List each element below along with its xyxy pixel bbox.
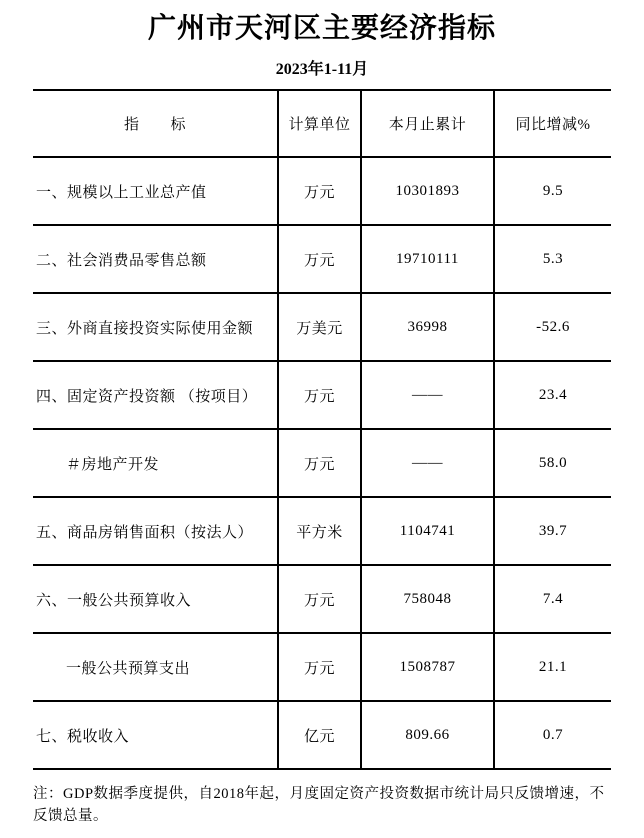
table-header-row [33, 91, 611, 158]
unit-cell: 亿元 [277, 702, 360, 768]
yoy-cell: -52.6 [493, 294, 611, 360]
unit-cell: 万元 [277, 634, 360, 700]
header-indicator: 指 标 [123, 117, 186, 133]
cumulative-cell: 1508787 [360, 634, 493, 700]
table-row [33, 498, 611, 566]
cumulative-cell: 36998 [360, 294, 493, 360]
cumulative-cell: 19710111 [360, 226, 493, 292]
table-row [33, 294, 611, 362]
unit-cell: 万元 [277, 158, 360, 224]
unit-cell: 平方米 [277, 498, 360, 564]
cumulative-cell: 809.66 [360, 702, 493, 768]
table-row [33, 226, 611, 294]
indicator-cell: 七、税收收入 [36, 728, 130, 745]
unit-cell: 万元 [277, 226, 360, 292]
table-row [33, 634, 611, 702]
indicators-table [33, 89, 611, 770]
cumulative-cell: —— [360, 430, 493, 496]
header-cumulative: 本月止累计 [360, 91, 493, 156]
yoy-cell: 58.0 [493, 430, 611, 496]
yoy-cell: 23.4 [493, 362, 611, 428]
indicator-cell: 四、固定资产投资额 （按项目） [36, 388, 258, 405]
unit-cell: 万美元 [277, 294, 360, 360]
yoy-cell: 5.3 [493, 226, 611, 292]
cumulative-cell: —— [360, 362, 493, 428]
cumulative-cell: 758048 [360, 566, 493, 632]
unit-cell: 万元 [277, 430, 360, 496]
yoy-cell: 0.7 [493, 702, 611, 768]
indicator-cell: 一般公共预算支出 [66, 660, 191, 677]
table-row [33, 362, 611, 430]
table-row [33, 158, 611, 226]
table-row [33, 430, 611, 498]
page-subtitle: 2023年1-11月 [275, 61, 369, 78]
indicator-cell: 六、一般公共预算收入 [36, 592, 192, 609]
yoy-cell: 21.1 [493, 634, 611, 700]
yoy-cell: 7.4 [493, 566, 611, 632]
indicator-cell: 一、规模以上工业总产值 [36, 184, 207, 201]
indicator-cell: 二、社会消费品零售总额 [36, 252, 207, 269]
table-row [33, 566, 611, 634]
unit-cell: 万元 [277, 362, 360, 428]
indicator-cell: 五、商品房销售面积（按法人） [36, 524, 254, 541]
cumulative-cell: 10301893 [360, 158, 493, 224]
indicator-cell: ＃房地产开发 [66, 456, 160, 473]
page-title: 广州市天河区主要经济指标 [147, 13, 496, 44]
cumulative-cell: 1104741 [360, 498, 493, 564]
header-unit: 计算单位 [277, 91, 360, 156]
footnote: 注：GDP数据季度提供，自2018年起，月度固定资产投资数据市统计局只反馈增速，不反馈总量。 [33, 786, 605, 824]
yoy-cell: 9.5 [493, 158, 611, 224]
yoy-cell: 39.7 [493, 498, 611, 564]
header-yoy: 同比增减% [493, 91, 611, 156]
indicator-cell: 三、外商直接投资实际使用金额 [36, 320, 254, 337]
table-row [33, 702, 611, 770]
unit-cell: 万元 [277, 566, 360, 632]
